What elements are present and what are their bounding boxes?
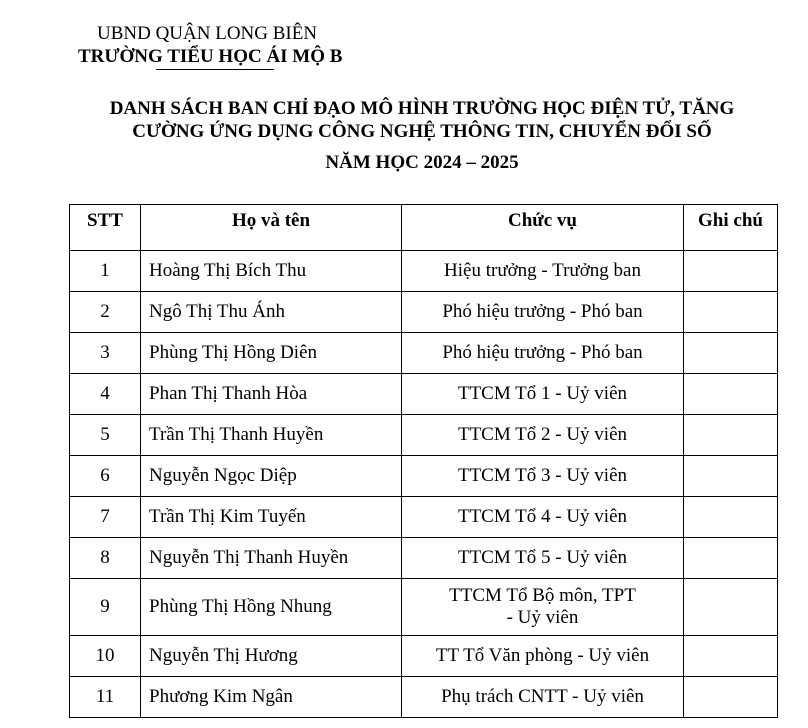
document-title-line-2: CƯỜNG ỨNG DỤNG CÔNG NGHỆ THÔNG TIN, CHUYỂN ĐỔI SỐ <box>132 121 712 142</box>
table-row <box>70 333 778 374</box>
cell-stt: 11 <box>70 677 141 718</box>
header-role: Chức vụ <box>402 205 684 251</box>
cell-role: Phó hiệu trưởng - Phó ban <box>402 292 684 333</box>
table-row <box>70 497 778 538</box>
cell-stt: 7 <box>70 497 141 538</box>
cell-role <box>402 579 684 636</box>
table-row <box>70 251 778 292</box>
cell-stt: 3 <box>70 333 141 374</box>
cell-role-line-2: - Uỷ viên <box>506 607 579 628</box>
cell-name: Nguyễn Thị Thanh Huyền <box>141 538 402 579</box>
cell-role: TTCM Tổ 3 - Uỷ viên <box>402 456 684 497</box>
table-row <box>70 538 778 579</box>
cell-role: TTCM Tổ 1 - Uỷ viên <box>402 374 684 415</box>
cell-note <box>684 415 778 456</box>
cell-role: TTCM Tổ 4 - Uỷ viên <box>402 497 684 538</box>
cell-name: Hoàng Thị Bích Thu <box>141 251 402 292</box>
cell-name: Trần Thị Thanh Huyền <box>141 415 402 456</box>
cell-note <box>684 374 778 415</box>
cell-stt: 10 <box>70 636 141 677</box>
cell-name: Nguyễn Thị Hương <box>141 636 402 677</box>
table-row <box>70 456 778 497</box>
cell-note <box>684 497 778 538</box>
table-row <box>70 579 778 636</box>
cell-stt: 8 <box>70 538 141 579</box>
table-row <box>70 636 778 677</box>
cell-role: Phụ trách CNTT - Uỷ viên <box>402 677 684 718</box>
cell-stt: 2 <box>70 292 141 333</box>
table-row <box>70 292 778 333</box>
header-name: Họ và tên <box>141 205 402 251</box>
cell-stt: 9 <box>70 579 141 636</box>
table-row <box>70 374 778 415</box>
header-note: Ghi chú <box>684 205 778 251</box>
cell-name: Phùng Thị Hồng Diên <box>141 333 402 374</box>
cell-stt: 1 <box>70 251 141 292</box>
cell-note <box>684 677 778 718</box>
school-name-underline <box>156 69 274 70</box>
cell-role-line-1: TTCM Tổ Bộ môn, TPT <box>449 585 636 606</box>
document-title-line-1: DANH SÁCH BAN CHỈ ĐẠO MÔ HÌNH TRƯỜNG HỌC ĐIỆN TỬ, TĂNG <box>109 98 735 119</box>
cell-stt: 6 <box>70 456 141 497</box>
table-row <box>70 415 778 456</box>
cell-name: Nguyễn Ngọc Diệp <box>141 456 402 497</box>
cell-role: TTCM Tổ 5 - Uỷ viên <box>402 538 684 579</box>
cell-role: Hiệu trưởng - Trưởng ban <box>402 251 684 292</box>
cell-name: Phương Kim Ngân <box>141 677 402 718</box>
cell-stt: 5 <box>70 415 141 456</box>
table-header-row <box>70 205 778 251</box>
cell-role: TT Tổ Văn phòng - Uỷ viên <box>402 636 684 677</box>
header-stt: STT <box>70 205 141 251</box>
cell-note <box>684 333 778 374</box>
cell-note <box>684 538 778 579</box>
document-title-line-3: NĂM HỌC 2024 – 2025 <box>325 152 519 173</box>
cell-name: Ngô Thị Thu Ánh <box>141 292 402 333</box>
cell-role: TTCM Tổ 2 - Uỷ viên <box>402 415 684 456</box>
cell-role: Phó hiệu trưởng - Phó ban <box>402 333 684 374</box>
cell-name: Phan Thị Thanh Hòa <box>141 374 402 415</box>
cell-name: Phùng Thị Hồng Nhung <box>141 579 402 636</box>
cell-note <box>684 456 778 497</box>
cell-name: Trần Thị Kim Tuyến <box>141 497 402 538</box>
cell-note <box>684 636 778 677</box>
cell-stt: 4 <box>70 374 141 415</box>
cell-note <box>684 292 778 333</box>
cell-note <box>684 579 778 636</box>
org-name-school: TRƯỜNG TIỂU HỌC ÁI MỘ B <box>78 46 343 67</box>
table-row <box>70 677 778 718</box>
steering-committee-table <box>69 204 778 718</box>
org-name-district: UBND QUẬN LONG BIÊN <box>97 23 318 44</box>
cell-note <box>684 251 778 292</box>
